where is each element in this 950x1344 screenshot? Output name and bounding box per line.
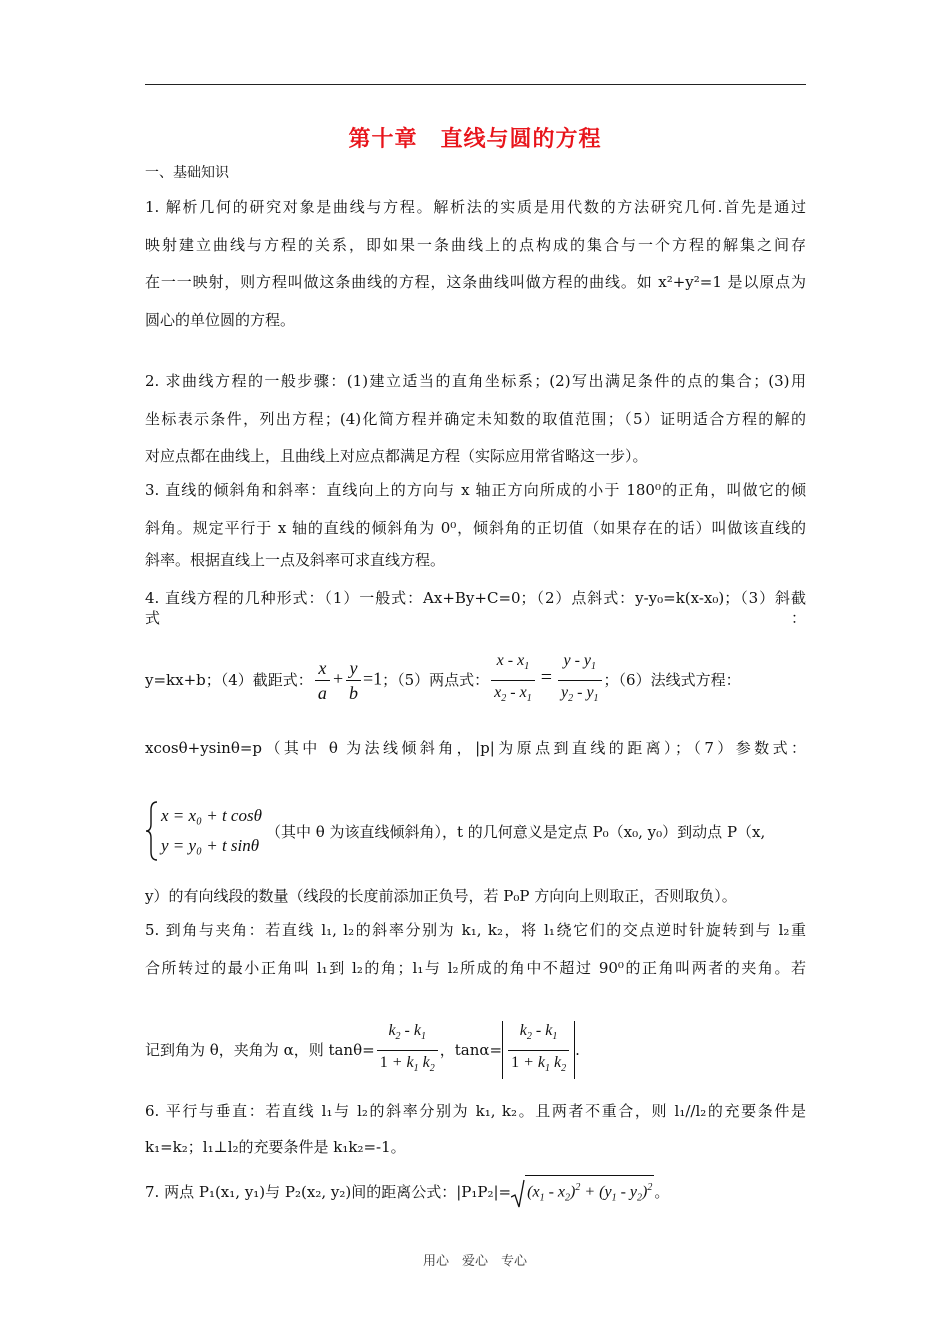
p4-line-2-b: ；（5）两点式： — [382, 671, 490, 689]
p5-formula-line — [145, 1020, 580, 1080]
p7-text-b: 。 — [654, 1183, 670, 1201]
p5-formula-a: 记到角为 θ，夹角为 α，则 tanθ= — [145, 1041, 375, 1059]
to-angle-formula: $\frac{k_2 - k_1}{1 + k_1 k_2}$ — [375, 1021, 440, 1078]
param-eq-row-2: y = y₀ + t sinθ — [161, 836, 260, 855]
parametric-equation — [145, 800, 765, 862]
p1-line-1: 1. 解析几何的研究对象是曲线与方程。解析法的实质是用代数的方法研究几何.首先是通过 — [145, 198, 806, 216]
p4-line-2-c: ；（6）法线式方程： — [603, 671, 741, 689]
p5-line-1: 5. 到角与夹角：若直线 l₁, l₂的斜率分别为 k₁, k₂，将 l₁绕它们的交点逆时针旋转到与 l₂重 — [145, 921, 806, 939]
param-eq-explanation: （其中 θ 为该直线倾斜角），t 的几何意义是定点 P₀（x₀, y₀）到动点 P（x, — [265, 822, 766, 841]
radical-sign-icon — [511, 1179, 525, 1209]
p5-formula-c: . — [575, 1041, 580, 1059]
p3-line-2: 斜角。规定平行于 x 轴的直线的倾斜角为 0⁰，倾斜角的正切值（如果存在的话）叫做该直线的 — [145, 519, 806, 537]
p4-line-1: 4. 直线方程的几种形式：（1）一般式：Ax+By+C=0；（2）点斜式：y-y₀=k(x-x₀)；（3）斜截式： — [145, 589, 806, 627]
p3-line-1: 3. 直线的倾斜角和斜率：直线向上的方向与 x 轴正方向所成的小于 180⁰的正角，叫做它的倾 — [145, 481, 806, 499]
p4-line-5: y）的有向线段的数量（线段的长度前添加正负号，若 P₀P 方向向上则取正，否则取负）。 — [145, 887, 737, 905]
p4-line-2-a: y=kx+b；（4）截距式： — [145, 671, 313, 689]
p7-line — [145, 1172, 669, 1212]
left-brace-icon — [145, 800, 159, 862]
p6-line-2: k₁=k₂；l₁⊥l₂的充要条件是 k₁k₂=-1。 — [145, 1138, 406, 1156]
p6-line-1: 6. 平行与垂直：若直线 l₁与 l₂的斜率分别为 k₁, k₂。且两者不重合，则 l₁//l₂的充要条件是 — [145, 1102, 806, 1120]
p4-line-3: xcosθ+ysinθ=p（其中 θ 为法线倾斜角，|p|为原点到直线的距离）；（7）参数式： — [145, 739, 806, 757]
included-angle-formula: $\frac{k_2 - k_1}{1 + k_1 k_2}$ — [502, 1021, 575, 1078]
p1-line-4: 圆心的单位圆的方程。 — [145, 311, 296, 329]
p2-line-1: 2. 求曲线方程的一般步骤：(1)建立适当的直角坐标系；(2)写出满足条件的点的集合；(3)用 — [145, 372, 806, 390]
p4-line-2 — [145, 652, 741, 705]
section-heading: 一、基础知识 — [145, 165, 229, 181]
param-eq-row-1: x = x₀ + t cosθ — [161, 806, 262, 825]
intercept-form-formula: $\frac{x}{a}$ + $\frac{y}{b}$ =1 — [313, 658, 382, 703]
two-point-form-formula: $\frac{x - x_1}{x_2 - x_1}$ = $\frac{y - y_1}{y_2 - y_1}$ — [489, 651, 603, 708]
p5-line-2: 合所转过的最小正角叫 l₁到 l₂的角；l₁与 l₂所成的角中不超过 90⁰的正角叫两者的夹角。若 — [145, 959, 806, 977]
p1-line-3: 在一一映射，则方程叫做这条曲线的方程，这条曲线叫做方程的曲线。如 x²+y²=1 是以原点为 — [145, 273, 806, 291]
page-footer: 用心 爱心 专心 — [422, 1254, 527, 1269]
p7-text-a: 7. 两点 P₁(x₁, y₁)与 P₂(x₂, y₂)间的距离公式：|P₁P₂|= — [145, 1183, 512, 1201]
p1-line-2: 映射建立曲线与方程的关系，即如果一条曲线上的点构成的集合与一个方程的解集之间存 — [145, 236, 806, 254]
distance-formula: $(x_1 - x_2)^2 + (y_1 - y_2)^2$ — [511, 1175, 654, 1209]
p3-line-3: 斜率。根据直线上一点及斜率可求直线方程。 — [145, 551, 446, 569]
page-title: 第十章 直线与圆的方程 — [348, 126, 602, 152]
header-rule — [145, 84, 806, 85]
p2-line-2: 坐标表示条件，列出方程；(4)化简方程并确定未知数的取值范围；（5）证明适合方程的解的 — [145, 410, 806, 428]
p5-formula-b: ，tanα= — [439, 1041, 503, 1059]
p2-line-3: 对应点都在曲线上，且曲线上对应点都满足方程（实际应用常省略这一步）。 — [145, 447, 648, 465]
